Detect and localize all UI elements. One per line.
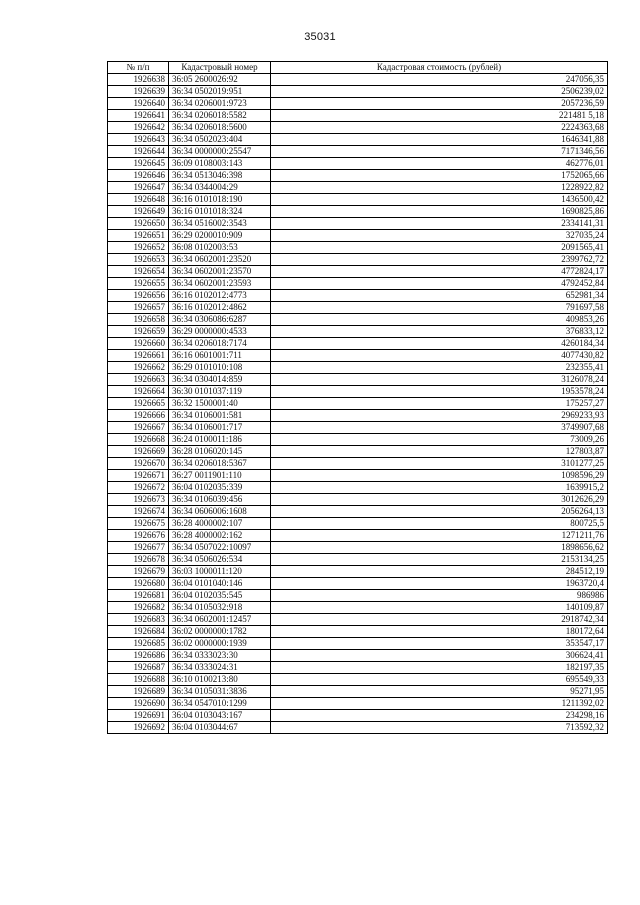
table-row: [108, 566, 608, 578]
cadastral-value: 127803,87: [271, 446, 608, 458]
table-row: [108, 350, 608, 362]
table-row: [108, 650, 608, 662]
table-row: [108, 662, 608, 674]
cadastral-number: 36:34 0106039:456: [169, 494, 271, 506]
row-index: 1926688: [108, 674, 169, 686]
row-index: 1926687: [108, 662, 169, 674]
cadastral-number: 36:34 0547010:1299: [169, 698, 271, 710]
table-row: [108, 254, 608, 266]
page-number: 35031: [304, 31, 336, 43]
cadastral-number: 36:32 1500001:40: [169, 398, 271, 410]
cadastral-number: 36:27 0011901:110: [169, 470, 271, 482]
table-row: [108, 362, 608, 374]
row-index: 1926680: [108, 578, 169, 590]
cadastral-value: 327035,24: [271, 230, 608, 242]
table-row: [108, 386, 608, 398]
cadastral-value: 2056264,13: [271, 506, 608, 518]
cadastral-value: 1271211,76: [271, 530, 608, 542]
cadastral-value: 3126078,24: [271, 374, 608, 386]
table-row: [108, 518, 608, 530]
cadastral-number: 36:02 0000000:1939: [169, 638, 271, 650]
cadastral-value: 3012626,29: [271, 494, 608, 506]
table-row: [108, 374, 608, 386]
cadastral-number: 36:05 2600026:92: [169, 74, 271, 86]
row-index: 1926683: [108, 614, 169, 626]
cadastral-value: 182197,35: [271, 662, 608, 674]
cadastral-value: 180172,64: [271, 626, 608, 638]
row-index: 1926658: [108, 314, 169, 326]
table-row: [108, 410, 608, 422]
row-index: 1926667: [108, 422, 169, 434]
table-row: [108, 278, 608, 290]
cadastral-value: 986986: [271, 590, 608, 602]
row-index: 1926644: [108, 146, 169, 158]
cadastral-number: 36:16 0102012:4862: [169, 302, 271, 314]
column-header-cadastral-value: Кадастровая стоимость (рублей): [271, 62, 608, 74]
row-index: 1926651: [108, 230, 169, 242]
row-index: 1926638: [108, 74, 169, 86]
table-row: [108, 182, 608, 194]
row-index: 1926682: [108, 602, 169, 614]
cadastral-value: 462776,01: [271, 158, 608, 170]
row-index: 1926656: [108, 290, 169, 302]
table-row: [108, 110, 608, 122]
row-index: 1926678: [108, 554, 169, 566]
table-row: [108, 470, 608, 482]
table-row: [108, 398, 608, 410]
table-row: [108, 170, 608, 182]
cadastral-number: 36:34 0606006:1608: [169, 506, 271, 518]
cadastral-number: 36:29 0000000:4533: [169, 326, 271, 338]
cadastral-value: 409853,26: [271, 314, 608, 326]
cadastral-number: 36:10 0100213:80: [169, 674, 271, 686]
cadastral-number: 36:34 0506026:534: [169, 554, 271, 566]
cadastral-value: 2091565,41: [271, 242, 608, 254]
row-index: 1926663: [108, 374, 169, 386]
column-header-cadastral-number: Кадастровый номер: [169, 62, 271, 74]
cadastral-value: 695549,33: [271, 674, 608, 686]
cadastral-value: 232355,41: [271, 362, 608, 374]
row-index: 1926691: [108, 710, 169, 722]
cadastral-number: 36:04 0102035:545: [169, 590, 271, 602]
table-row: [108, 482, 608, 494]
row-index: 1926677: [108, 542, 169, 554]
cadastral-value: 306624,41: [271, 650, 608, 662]
table-row: [108, 266, 608, 278]
cadastral-value: 73009,26: [271, 434, 608, 446]
row-index: 1926690: [108, 698, 169, 710]
cadastral-number: 36:34 0516002:3543: [169, 218, 271, 230]
row-index: 1926676: [108, 530, 169, 542]
table-row: [108, 698, 608, 710]
cadastral-value: 1963720,4: [271, 578, 608, 590]
row-index: 1926685: [108, 638, 169, 650]
row-index: 1926654: [108, 266, 169, 278]
cadastral-value: 791697,58: [271, 302, 608, 314]
table-row: [108, 146, 608, 158]
cadastral-number: 36:04 0101040:146: [169, 578, 271, 590]
table-body: [108, 74, 608, 734]
cadastral-value: 1646341,88: [271, 134, 608, 146]
cadastral-value: 2057236,59: [271, 98, 608, 110]
cadastral-number: 36:04 0102035:339: [169, 482, 271, 494]
cadastral-number: 36:34 0502023:404: [169, 134, 271, 146]
cadastral-number: 36:34 0333024:31: [169, 662, 271, 674]
row-index: 1926646: [108, 170, 169, 182]
cadastral-number: 36:34 0206018:7174: [169, 338, 271, 350]
cadastral-number: 36:34 0304014:859: [169, 374, 271, 386]
table-row: [108, 614, 608, 626]
table-row: [108, 158, 608, 170]
table-row: [108, 446, 608, 458]
cadastral-number: 36:29 0101010:108: [169, 362, 271, 374]
row-index: 1926674: [108, 506, 169, 518]
cadastral-number: 36:28 4000002:162: [169, 530, 271, 542]
table-row: [108, 134, 608, 146]
cadastral-number: 36:04 0103044:67: [169, 722, 271, 734]
table-row: [108, 194, 608, 206]
cadastral-number: 36:34 0344004:29: [169, 182, 271, 194]
row-index: 1926669: [108, 446, 169, 458]
cadastral-value: 4077430,82: [271, 350, 608, 362]
cadastral-value: 2224363,68: [271, 122, 608, 134]
cadastral-value: 4260184,34: [271, 338, 608, 350]
table-row: [108, 638, 608, 650]
cadastral-value: 284512,19: [271, 566, 608, 578]
table-row: [108, 602, 608, 614]
cadastral-value: 234298,16: [271, 710, 608, 722]
cadastral-value: 800725,5: [271, 518, 608, 530]
row-index: 1926641: [108, 110, 169, 122]
cadastral-number: 36:24 0100011:186: [169, 434, 271, 446]
table-row: [108, 422, 608, 434]
table-row: [108, 326, 608, 338]
cadastral-number: 36:09 0108003:143: [169, 158, 271, 170]
table-row: [108, 530, 608, 542]
cadastral-value: 175257,27: [271, 398, 608, 410]
table-row: [108, 338, 608, 350]
cadastral-value: 1752065,66: [271, 170, 608, 182]
table-row: [108, 98, 608, 110]
cadastral-number: 36:02 0000000:1782: [169, 626, 271, 638]
cadastral-value: 7171346,56: [271, 146, 608, 158]
cadastral-number: 36:34 0602001:23520: [169, 254, 271, 266]
table-row: [108, 722, 608, 734]
row-index: 1926647: [108, 182, 169, 194]
row-index: 1926689: [108, 686, 169, 698]
cadastral-value: 3101277,25: [271, 458, 608, 470]
table-row: [108, 674, 608, 686]
cadastral-number: 36:34 0602001:12457: [169, 614, 271, 626]
row-index: 1926648: [108, 194, 169, 206]
cadastral-number: 36:34 0513046:398: [169, 170, 271, 182]
cadastral-number: 36:16 0601001:711: [169, 350, 271, 362]
cadastral-number: 36:30 0101037:119: [169, 386, 271, 398]
cadastral-value: 4792452,84: [271, 278, 608, 290]
cadastral-number: 36:34 0602001:23593: [169, 278, 271, 290]
cadastral-value: 4772824,17: [271, 266, 608, 278]
cadastral-number: 36:34 0106001:717: [169, 422, 271, 434]
cadastral-number: 36:34 0507022:10097: [169, 542, 271, 554]
row-index: 1926692: [108, 722, 169, 734]
cadastral-number: 36:34 0106001:581: [169, 410, 271, 422]
cadastral-number: 36:34 0206018:5600: [169, 122, 271, 134]
cadastral-number: 36:28 4000002:107: [169, 518, 271, 530]
table-row: [108, 122, 608, 134]
cadastral-number: 36:16 0102012:4773: [169, 290, 271, 302]
cadastral-number: 36:29 0200010:909: [169, 230, 271, 242]
row-index: 1926645: [108, 158, 169, 170]
row-index: 1926643: [108, 134, 169, 146]
table-row: [108, 242, 608, 254]
row-index: 1926681: [108, 590, 169, 602]
table-row: [108, 218, 608, 230]
row-index: 1926655: [108, 278, 169, 290]
cadastral-number: 36:34 0105032:918: [169, 602, 271, 614]
cadastral-number: 36:34 0000000:25547: [169, 146, 271, 158]
table-row: [108, 578, 608, 590]
row-index: 1926660: [108, 338, 169, 350]
row-index: 1926684: [108, 626, 169, 638]
row-index: 1926652: [108, 242, 169, 254]
row-index: 1926639: [108, 86, 169, 98]
cadastral-number: 36:03 1000011:120: [169, 566, 271, 578]
cadastral-value: 1436500,42: [271, 194, 608, 206]
cadastral-number: 36:34 0206018:5367: [169, 458, 271, 470]
cadastral-value: 2918742,34: [271, 614, 608, 626]
cadastral-number: 36:16 0101018:324: [169, 206, 271, 218]
row-index: 1926668: [108, 434, 169, 446]
cadastral-value-table: [107, 61, 608, 734]
cadastral-value: 2969233,93: [271, 410, 608, 422]
cadastral-value: 376833,12: [271, 326, 608, 338]
column-header-index: № п/п: [108, 62, 169, 74]
cadastral-value: 1690825,86: [271, 206, 608, 218]
cadastral-number: 36:34 0602001:23570: [169, 266, 271, 278]
table-row: [108, 86, 608, 98]
table-row: [108, 542, 608, 554]
cadastral-value: 1098596,29: [271, 470, 608, 482]
cadastral-value: 3749907,68: [271, 422, 608, 434]
cadastral-value: 1953578,24: [271, 386, 608, 398]
row-index: 1926649: [108, 206, 169, 218]
cadastral-value: 353547,17: [271, 638, 608, 650]
cadastral-value: 713592,32: [271, 722, 608, 734]
row-index: 1926664: [108, 386, 169, 398]
table-row: [108, 230, 608, 242]
cadastral-number: 36:34 0333023:30: [169, 650, 271, 662]
cadastral-value: 221481 5,18: [271, 110, 608, 122]
cadastral-number: 36:28 0106020:145: [169, 446, 271, 458]
cadastral-value: 247056,35: [271, 74, 608, 86]
cadastral-number: 36:34 0105031:3836: [169, 686, 271, 698]
cadastral-value: 2334141,31: [271, 218, 608, 230]
row-index: 1926661: [108, 350, 169, 362]
table-row: [108, 494, 608, 506]
row-index: 1926673: [108, 494, 169, 506]
table-row: [108, 590, 608, 602]
row-index: 1926666: [108, 410, 169, 422]
table-row: [108, 290, 608, 302]
row-index: 1926650: [108, 218, 169, 230]
cadastral-number: 36:08 0102003:53: [169, 242, 271, 254]
cadastral-value: 1898656,62: [271, 542, 608, 554]
cadastral-value: 95271,95: [271, 686, 608, 698]
cadastral-number: 36:04 0103043:167: [169, 710, 271, 722]
table-row: [108, 302, 608, 314]
row-index: 1926665: [108, 398, 169, 410]
row-index: 1926675: [108, 518, 169, 530]
row-index: 1926686: [108, 650, 169, 662]
row-index: 1926642: [108, 122, 169, 134]
table-row: [108, 206, 608, 218]
cadastral-value: 2399762,72: [271, 254, 608, 266]
cadastral-value: 140109,87: [271, 602, 608, 614]
row-index: 1926662: [108, 362, 169, 374]
row-index: 1926653: [108, 254, 169, 266]
cadastral-number: 36:34 0206018:5582: [169, 110, 271, 122]
table-row: [108, 554, 608, 566]
cadastral-value: 652981,34: [271, 290, 608, 302]
table-row: [108, 686, 608, 698]
row-index: 1926679: [108, 566, 169, 578]
table-row: [108, 74, 608, 86]
cadastral-value: 2153134,25: [271, 554, 608, 566]
table-row: [108, 626, 608, 638]
row-index: 1926671: [108, 470, 169, 482]
cadastral-value: 2506239,02: [271, 86, 608, 98]
cadastral-number: 36:34 0306086:6287: [169, 314, 271, 326]
table-row: [108, 434, 608, 446]
cadastral-value: 1228922,82: [271, 182, 608, 194]
table-row: [108, 458, 608, 470]
row-index: 1926659: [108, 326, 169, 338]
cadastral-number: 36:34 0206001:9723: [169, 98, 271, 110]
cadastral-number: 36:34 0502019:951: [169, 86, 271, 98]
row-index: 1926640: [108, 98, 169, 110]
row-index: 1926670: [108, 458, 169, 470]
table-row: [108, 314, 608, 326]
cadastral-value: 1639915,2: [271, 482, 608, 494]
row-index: 1926657: [108, 302, 169, 314]
cadastral-value: 1211392,02: [271, 698, 608, 710]
table-row: [108, 506, 608, 518]
row-index: 1926672: [108, 482, 169, 494]
table-header-row: [108, 62, 608, 74]
table-row: [108, 710, 608, 722]
cadastral-number: 36:16 0101018:190: [169, 194, 271, 206]
